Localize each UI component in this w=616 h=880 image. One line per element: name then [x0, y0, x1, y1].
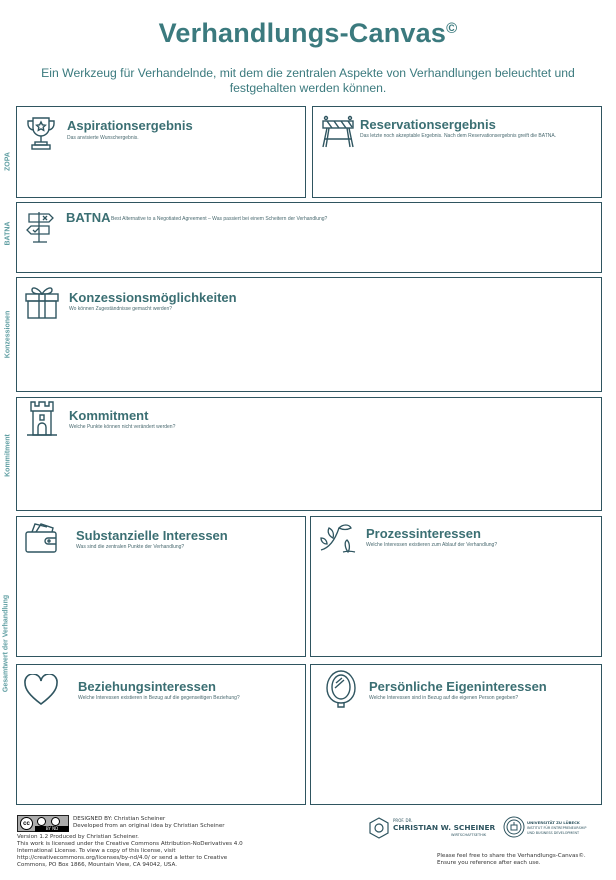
side-label-gesamtwert: Gesamtwert der Verhandlung — [2, 594, 10, 693]
konzession-desc: Wo können Zugeständnisse gemacht werden? — [69, 306, 173, 312]
uni-seal-icon — [503, 816, 525, 838]
kommitment-title: Kommitment — [69, 408, 149, 423]
developed-from: Developed from an original idea by Christian Scheiner — [73, 823, 225, 829]
reservation-box[interactable] — [312, 106, 602, 198]
side-label-kommitment: Kommitment — [4, 434, 12, 477]
tower-icon — [25, 400, 59, 438]
side-label-konzessionen: Konzessionen — [4, 310, 12, 359]
persoenlich-title: Persönliche Eigeninteressen — [369, 679, 547, 694]
gift-icon — [24, 284, 60, 320]
share-line-1: Please feel free to share the Verhandlungs-Canvas©. — [437, 853, 586, 859]
barrier-icon — [321, 115, 355, 149]
license-line-2: International License. To view a copy of this license, visit — [17, 848, 176, 854]
license-line-1: This work is licensed under the Creative Commons Attribution-NoDerivatives 4.0 — [17, 841, 243, 847]
substanz-desc: Was sind die zentralen Punkte der Verhandlung? — [76, 544, 185, 550]
page-subtitle: Ein Werkzeug für Verhandelnde, mit dem die zentralen Aspekte von Verhandlungen beleuchtet und festgehalten werden können. — [41, 66, 575, 95]
license-line-3[interactable]: http://creativecommons.org/licenses/by-nd/4.0/ or send a letter to Creative — [17, 855, 228, 861]
persoenlich-desc: Welche Interessen sind in Bezug auf die eigenen Person gegeben? — [369, 695, 519, 701]
reservation-desc: Das letzte noch akzeptable Ergebnis. Nach dem Reservationsergebnis greift die BATNA. — [360, 133, 557, 139]
beziehung-box[interactable] — [16, 664, 306, 805]
prozess-desc: Welche Interessen existieren zum Ablauf der Verhandlung? — [366, 542, 498, 548]
signpost-icon — [25, 210, 59, 244]
heart-icon — [23, 674, 59, 706]
batna-title: BATNA — [66, 210, 111, 225]
designed-by: DESIGNED BY: Christian Scheiner — [73, 816, 166, 822]
mirror-icon — [324, 669, 358, 709]
version-text: Version 1.2 Produced by Christian Scheiner. — [17, 834, 139, 840]
batna-box[interactable] — [16, 202, 602, 273]
trophy-icon — [24, 115, 58, 151]
konzession-title: Konzessionsmöglichkeiten — [69, 290, 237, 305]
side-label-batna: BATNA — [4, 221, 12, 246]
prof-logo-icon — [368, 817, 390, 839]
persoenlich-box[interactable] — [310, 664, 602, 805]
aspiration-box[interactable] — [16, 106, 306, 198]
prof-logo: PROF. DR. CHRISTIAN W. SCHEINER WIRTSCHAFTSETHIK — [368, 815, 493, 841]
kommitment-desc: Welche Punkte können nicht verändert werden? — [69, 424, 176, 430]
share-line-2: Ensure you reference after each use. — [437, 860, 541, 866]
aspiration-title: Aspirationsergebnis — [67, 118, 193, 133]
beziehung-desc: Welche Interessen existieren in Bezug auf die gegenseitigen Beziehung? — [78, 695, 240, 701]
wallet-icon — [24, 520, 60, 554]
kommitment-box[interactable] — [16, 397, 602, 511]
reservation-title: Reservationsergebnis — [360, 117, 496, 132]
cc-badge: cc BY ND — [17, 815, 69, 832]
aspiration-desc: Das anvisierte Wunschergebnis. — [67, 135, 139, 141]
side-label-zopa: ZOPA — [4, 152, 12, 171]
prozess-box[interactable] — [310, 516, 602, 657]
konzession-box[interactable] — [16, 277, 602, 392]
plant-icon — [319, 520, 357, 554]
substanz-box[interactable] — [16, 516, 306, 657]
beziehung-title: Beziehungsinteressen — [78, 679, 216, 694]
page-title: Verhandlungs-Canvas© — [158, 18, 458, 48]
license-line-4: Commons, PO Box 1866, Mountain View, CA 94042, USA. — [17, 862, 177, 868]
uni-logo: UNIVERSITÄT ZU LÜBECK INSTITUT FÜR ENTREPRENEURSHIP UND BUSINESS DEVELOPMENT — [503, 816, 603, 840]
substanz-title: Substanzielle Interessen — [76, 528, 228, 543]
prozess-title: Prozessinteressen — [366, 526, 481, 541]
batna-desc: Best Alternative to a Negotiated Agreement – Was passiert bei einem Scheitern der Verhandlung? — [111, 216, 328, 222]
